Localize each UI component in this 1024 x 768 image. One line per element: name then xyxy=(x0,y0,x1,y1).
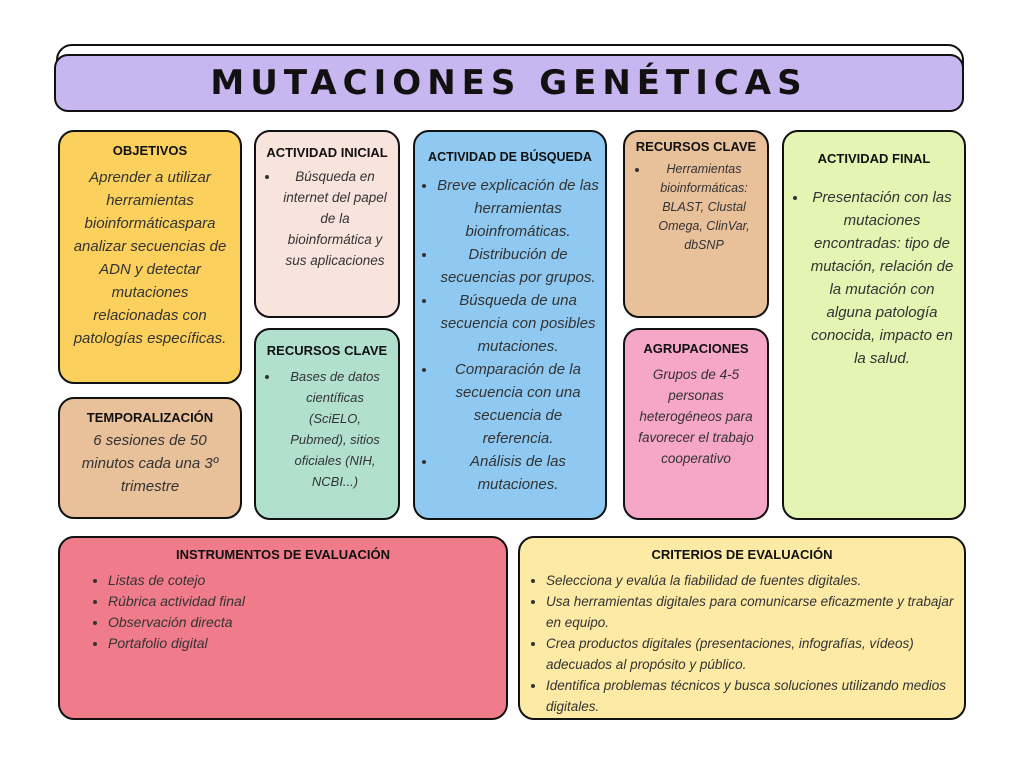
list-item: • Bases de datos científicas (SciELO, Pubmed), sitios oficiales (NIH, NCBI...) xyxy=(280,366,390,492)
objetivos-card xyxy=(58,130,242,384)
temporalizacion-text: 6 sesiones de 50 minutos cada una 3º trimestre xyxy=(81,432,219,495)
recursos-clave-herramientas-card xyxy=(623,130,769,318)
recursos-clave-list xyxy=(264,366,390,492)
title-banner xyxy=(54,54,964,112)
recursos-clave-herramientas-heading: RECURSOS CLAVE xyxy=(635,139,757,154)
list-item: • Identifica problemas técnicos y busca soluciones utilizando medios digitales. xyxy=(546,675,954,717)
criterios-evaluacion-heading: CRITERIOS DE EVALUACIÓN xyxy=(651,547,833,562)
list-item: • Búsqueda en internet del papel de la bioinformática y sus aplicaciones xyxy=(280,166,390,271)
list-item: • Crea productos digitales (presentaciones, infografías, vídeos) adecuados al propósito y público. xyxy=(546,633,954,675)
temporalizacion-heading: TEMPORALIZACIÓN xyxy=(86,410,214,425)
agrupaciones-heading: AGRUPACIONES xyxy=(643,341,749,356)
criterios-evaluacion-card xyxy=(518,536,966,720)
actividad-final-heading: ACTIVIDAD FINAL xyxy=(817,151,931,166)
actividad-final-card xyxy=(782,130,966,520)
list-item: • Observación directa xyxy=(108,612,496,633)
criterios-evaluacion-list xyxy=(530,570,954,717)
recursos-clave-card xyxy=(254,328,400,520)
actividad-inicial-heading: ACTIVIDAD INICIAL xyxy=(266,145,388,160)
objetivos-text: Aprender a utilizar herramientas bioinformáticaspara analizar secuencias de ADN y detectar mutaciones relacionadas con patologías específicas. xyxy=(73,169,227,347)
actividad-final-list xyxy=(792,186,956,370)
list-item: • Usa herramientas digitales para comunicarse eficazmente y trabajar en equipo. xyxy=(546,591,954,633)
actividad-inicial-list xyxy=(264,166,390,271)
actividad-busqueda-list xyxy=(421,174,599,496)
actividad-inicial-card xyxy=(254,130,400,318)
list-item: • Distribución de secuencias por grupos. xyxy=(437,243,599,289)
list-item: • Selecciona y evalúa la fiabilidad de fuentes digitales. xyxy=(546,570,954,591)
list-item: • Análisis de las mutaciones. xyxy=(437,450,599,496)
page-title: MUTACIONES GENÉTICAS xyxy=(210,63,808,103)
actividad-busqueda-card xyxy=(413,130,607,520)
list-item: • Comparación de la secuencia con una secuencia de referencia. xyxy=(437,358,599,450)
instrumentos-evaluacion-heading: INSTRUMENTOS DE EVALUACIÓN xyxy=(175,547,391,562)
instrumentos-evaluacion-card xyxy=(58,536,508,720)
temporalizacion-card xyxy=(58,397,242,519)
list-item: • Breve explicación de las herramientas bioinfromáticas. xyxy=(437,174,599,243)
objetivos-heading: OBJETIVOS xyxy=(112,143,188,158)
actividad-busqueda-heading: ACTIVIDAD DE BÚSQUEDA xyxy=(428,150,592,164)
list-item: • Rúbrica actividad final xyxy=(108,591,496,612)
list-item: • Búsqueda de una secuencia con posibles mutaciones. xyxy=(437,289,599,358)
instrumentos-evaluacion-list xyxy=(70,570,496,654)
recursos-clave-heading: RECURSOS CLAVE xyxy=(266,343,388,358)
list-item: • Presentación con las mutaciones encontradas: tipo de mutación, relación de la mutación con alguna patología conocida, impacto en la salud. xyxy=(808,186,956,370)
list-item: • Listas de cotejo xyxy=(108,570,496,591)
recursos-clave-herramientas-list xyxy=(633,160,759,255)
agrupaciones-text: Grupos de 4-5 personas heterogéneos para favorecer el trabajo cooperativo xyxy=(638,367,754,466)
list-item: • Portafolio digital xyxy=(108,633,496,654)
agrupaciones-card xyxy=(623,328,769,520)
list-item: • Herramientas bioinformáticas: BLAST, Clustal Omega, ClinVar, dbSNP xyxy=(649,160,759,255)
